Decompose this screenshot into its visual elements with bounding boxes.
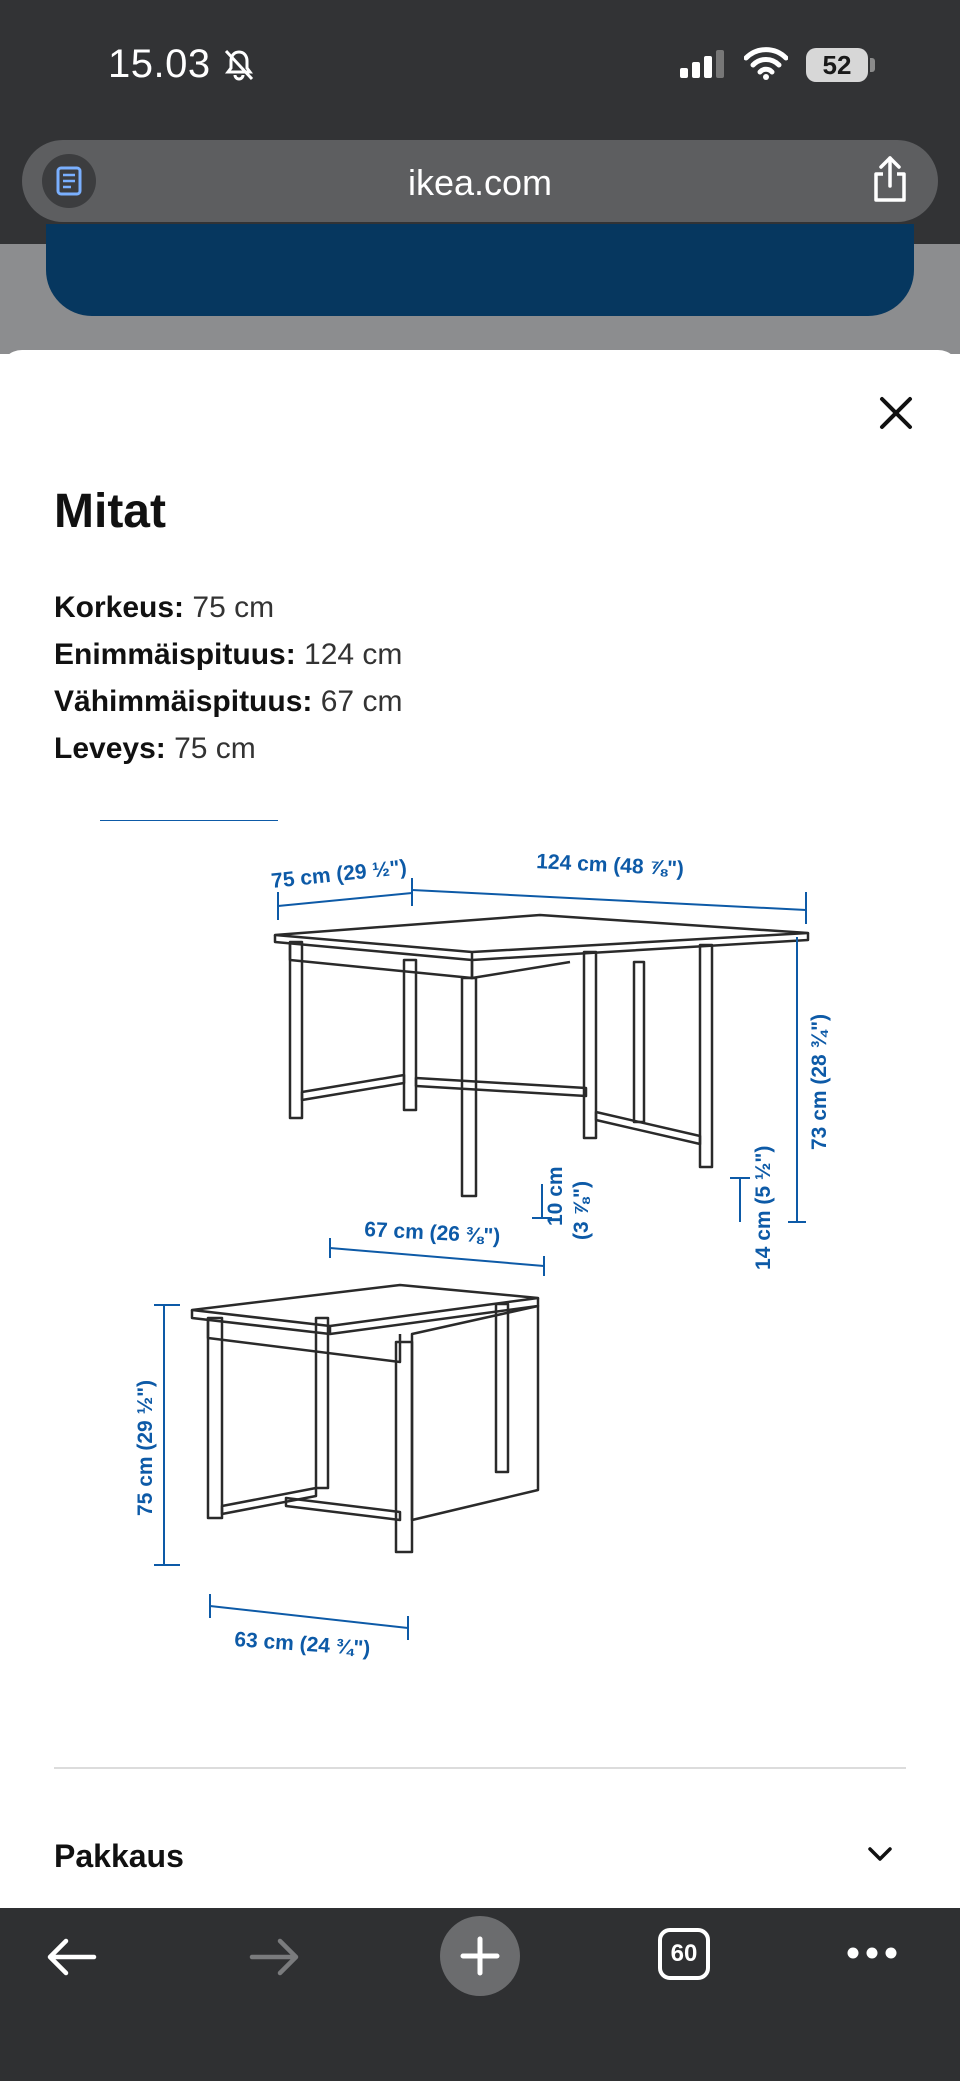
url-bar[interactable] <box>22 140 938 222</box>
new-tab-button[interactable] <box>440 1916 520 1996</box>
divider <box>54 1767 906 1769</box>
spec-label: Vähimmäispituus: <box>54 685 313 718</box>
dim-depth: 75 cm (29 ½") <box>270 855 408 893</box>
back-arrow-icon[interactable] <box>44 1936 98 1978</box>
background-page <box>0 244 960 354</box>
spec-width <box>54 725 402 772</box>
dim-stretcher-height-in: (3 ⅞") <box>570 1181 593 1240</box>
spec-label: Korkeus: <box>54 591 185 624</box>
background-button <box>46 224 914 316</box>
plus-icon <box>460 1936 500 1976</box>
dim-leg-gap: 14 cm (5 ½") <box>752 1145 775 1270</box>
more-icon[interactable] <box>846 1946 898 1960</box>
unfolded-table <box>275 915 808 1196</box>
browser-toolbar <box>0 1908 960 2081</box>
dim-max-length: 124 cm (48 ⅞") <box>535 850 685 881</box>
spec-label: Leveys: <box>54 732 166 765</box>
browser-chrome <box>0 0 960 244</box>
spec-value: 75 cm <box>192 591 275 624</box>
dimension-drawing <box>100 820 920 1680</box>
dim-folded-width: 63 cm (24 ¾") <box>233 1628 371 1661</box>
chevron-down-icon <box>866 1844 894 1864</box>
sheet-title: Mitat <box>54 485 166 538</box>
battery-indicator: 52 <box>806 48 868 82</box>
packaging-accordion[interactable] <box>0 1830 960 1900</box>
url-text: ikea.com <box>407 162 553 203</box>
battery-tip <box>870 58 875 72</box>
dim-height: 73 cm (28 ¾") <box>808 1013 831 1150</box>
tabs-icon[interactable]: 60 <box>658 1928 710 1980</box>
status-time: 15.03 <box>108 42 211 86</box>
close-icon[interactable] <box>876 393 916 433</box>
status-bar <box>0 0 960 130</box>
signal-icon <box>680 50 728 78</box>
dim-min-length: 67 cm (26 ⅜") <box>363 1218 501 1249</box>
spec-value: 75 cm <box>174 732 256 765</box>
forward-arrow-icon[interactable] <box>248 1936 302 1978</box>
dim-folded-height: 75 cm (29 ½") <box>134 1379 157 1516</box>
share-icon[interactable] <box>870 154 910 204</box>
spec-min-length <box>54 678 402 725</box>
spec-height <box>54 584 402 631</box>
wifi-icon <box>744 46 788 80</box>
spec-value: 124 cm <box>304 638 403 671</box>
folded-table <box>192 1285 538 1552</box>
bell-muted-icon <box>222 48 256 82</box>
spec-value: 67 cm <box>320 685 403 718</box>
packaging-label: Pakkaus <box>54 1838 184 1874</box>
dimension-specs <box>54 584 402 772</box>
spec-max-length <box>54 631 402 678</box>
spec-label: Enimmäispituus: <box>54 638 296 671</box>
dim-stretcher-height: 10 cm <box>544 1166 567 1226</box>
